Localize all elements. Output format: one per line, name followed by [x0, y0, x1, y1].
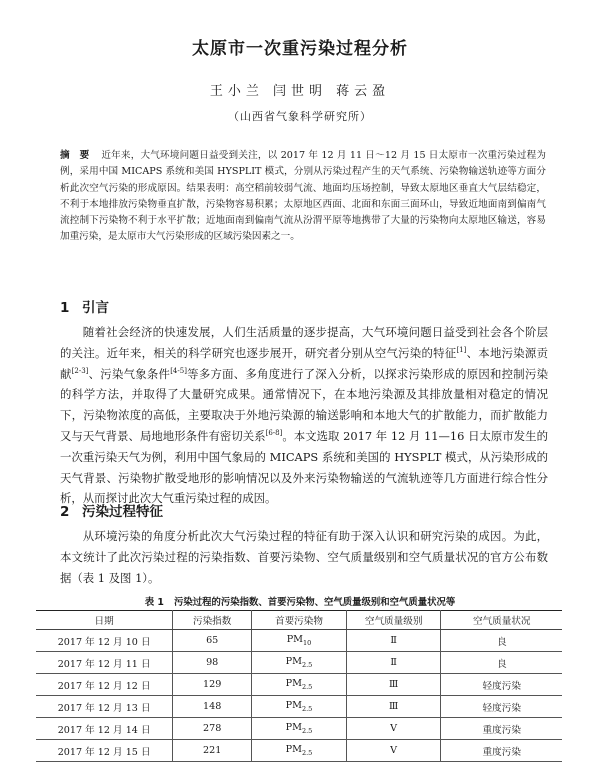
cell-status: 良	[441, 652, 562, 674]
section-number: 1	[60, 300, 70, 316]
citation: [2-3]	[71, 366, 89, 375]
table-row	[36, 740, 562, 762]
cell-status: 重度污染	[441, 718, 562, 740]
cell-level: Ⅴ	[346, 740, 441, 762]
header-index: 污染指数	[173, 611, 252, 630]
table-number: 表 1	[144, 597, 164, 608]
header-pollutant: 首要污染物	[252, 611, 347, 630]
cell-date: 2017 年 12 月 10 日	[36, 630, 173, 652]
section-title: 引言	[82, 300, 109, 316]
introduction-paragraph	[60, 322, 548, 509]
cell-status: 轻度污染	[441, 696, 562, 718]
table-header-row	[36, 611, 562, 630]
abstract	[60, 148, 546, 246]
cell-level: Ⅱ	[346, 652, 441, 674]
cell-pollutant: $PM_{2.5}$	[252, 696, 347, 718]
cell-level: Ⅱ	[346, 630, 441, 652]
citation: [6-8]	[265, 429, 283, 438]
intro-text: 、本地污染源贡献	[60, 345, 548, 381]
citation: [4-5]	[170, 366, 187, 375]
affiliation: （山西省气象科学研究所）	[228, 110, 372, 123]
cell-pollutant: $PM_{10}$	[252, 630, 347, 652]
intro-text: 随着社会经济的快速发展，人们生活质量的逐步提高，大气环境问题日益受到社会各个阶层的关注。近年来，相关的科学研究也逐步展开，研究者分别从空气污染的特征	[60, 325, 548, 360]
cell-level: Ⅲ	[346, 696, 441, 718]
header-status: 空气质量状况	[441, 611, 562, 630]
cell-level: Ⅴ	[346, 718, 441, 740]
pollution-table	[36, 610, 562, 762]
abstract-label: 摘 要	[60, 150, 90, 161]
header-date: 日期	[36, 611, 173, 630]
cell-level: Ⅲ	[346, 674, 441, 696]
cell-date: 2017 年 12 月 14 日	[36, 718, 173, 740]
table-row	[36, 630, 562, 652]
table-row	[36, 674, 562, 696]
cell-pollutant: $PM_{2.5}$	[252, 718, 347, 740]
cell-index: 148	[173, 696, 252, 718]
table-row	[36, 652, 562, 674]
section2-paragraph: 从环境污染的角度分析此次大气污染过程的特征有助于深入认识和研究污染的成因。为此，本文统计了此次污染过程的污染指数、首要污染物、空气质量级别和空气质量状况的官方公布数据（表 1 及图 1）。	[60, 529, 548, 585]
citation: [1]	[456, 346, 467, 354]
cell-pollutant: $PM_{2.5}$	[252, 652, 347, 674]
cell-index: 278	[173, 718, 252, 740]
section-title: 污染过程特征	[82, 504, 163, 520]
intro-text: 、污染气象条件	[88, 366, 171, 381]
cell-index: 129	[173, 674, 252, 696]
cell-pollutant: $PM_{2.5}$	[252, 740, 347, 762]
authors: 王小兰 闫世明 蒋云盈	[209, 84, 391, 99]
cell-date: 2017 年 12 月 12 日	[36, 674, 173, 696]
cell-date: 2017 年 12 月 13 日	[36, 696, 173, 718]
cell-status: 重度污染	[441, 740, 562, 762]
paper-title: 太原市一次重污染过程分析	[192, 39, 408, 59]
table-row	[36, 718, 562, 740]
cell-status: 良	[441, 630, 562, 652]
section-number: 2	[60, 504, 70, 520]
cell-index: 98	[173, 652, 252, 674]
intro-text: 等多方面、多角度进行了深入分析，以探求污染形成的原因和控制污染的科学方法，并取得了大量研究成果。通常情况下，在本地污染源及其排放量相对稳定的情况下，污染物浓度的高低，主要取决于外地污染源的输送影响和本地大气的扩散能力，而扩散能力又与天气背景、局地地形条件有密切关系	[60, 366, 548, 443]
cell-index: 221	[173, 740, 252, 762]
abstract-text: 近年来，大气环境问题日益受到关注，以 2017 年 12 月 11 日～12 月 15 日太原市一次重污染过程为例，采用中国 MICAPS 系统和美国 HYSPLIT 模式，分别从污染过程产生的天气系统、污染物输送轨迹等方面分析此次空气污染的形成原因。结果表明：高空稻前较弱气流、地面均压场控制，导致太原地区垂直大气层结稳定，不利于本地排放污染物垂直扩散，污染物容易积累；太原地区西面、北面和东面三面环山，导致近地面南到偏南气流控制下污染物不利于水平扩散；近地面南到偏南气流从汾渭平原等地携带了大量的污染物向太原地区输送，容易加重污染，是太原市大气污染形成的区域污染因素之一。	[60, 150, 546, 243]
cell-pollutant: $PM_{2.5}$	[252, 674, 347, 696]
cell-index: 65	[173, 630, 252, 652]
intro-text: 。本文选取 2017 年 12 月 11—16 日太原市发生的一次重污染天气为例，利用中国气象局的 MICAPS 系统和美国的 HYSPLT 模式，从污染形成的天气背景、污染物扩散受地形的影响情况以及外来污染物输送的气流轨迹等几方面进行综合性分析，从而探讨此次大气重污染过程的成因。	[60, 428, 548, 506]
cell-date: 2017 年 12 月 11 日	[36, 652, 173, 674]
table-row	[36, 696, 562, 718]
table-caption-text: 污染过程的污染指数、首要污染物、空气质量级别和空气质量状况等	[173, 597, 456, 608]
header-level: 空气质量级别	[346, 611, 441, 630]
cell-date: 2017 年 12 月 15 日	[36, 740, 173, 762]
section-heading-pollution-features	[60, 500, 163, 520]
cell-status: 轻度污染	[441, 674, 562, 696]
table-caption	[0, 594, 600, 608]
section-heading-introduction	[60, 296, 109, 316]
